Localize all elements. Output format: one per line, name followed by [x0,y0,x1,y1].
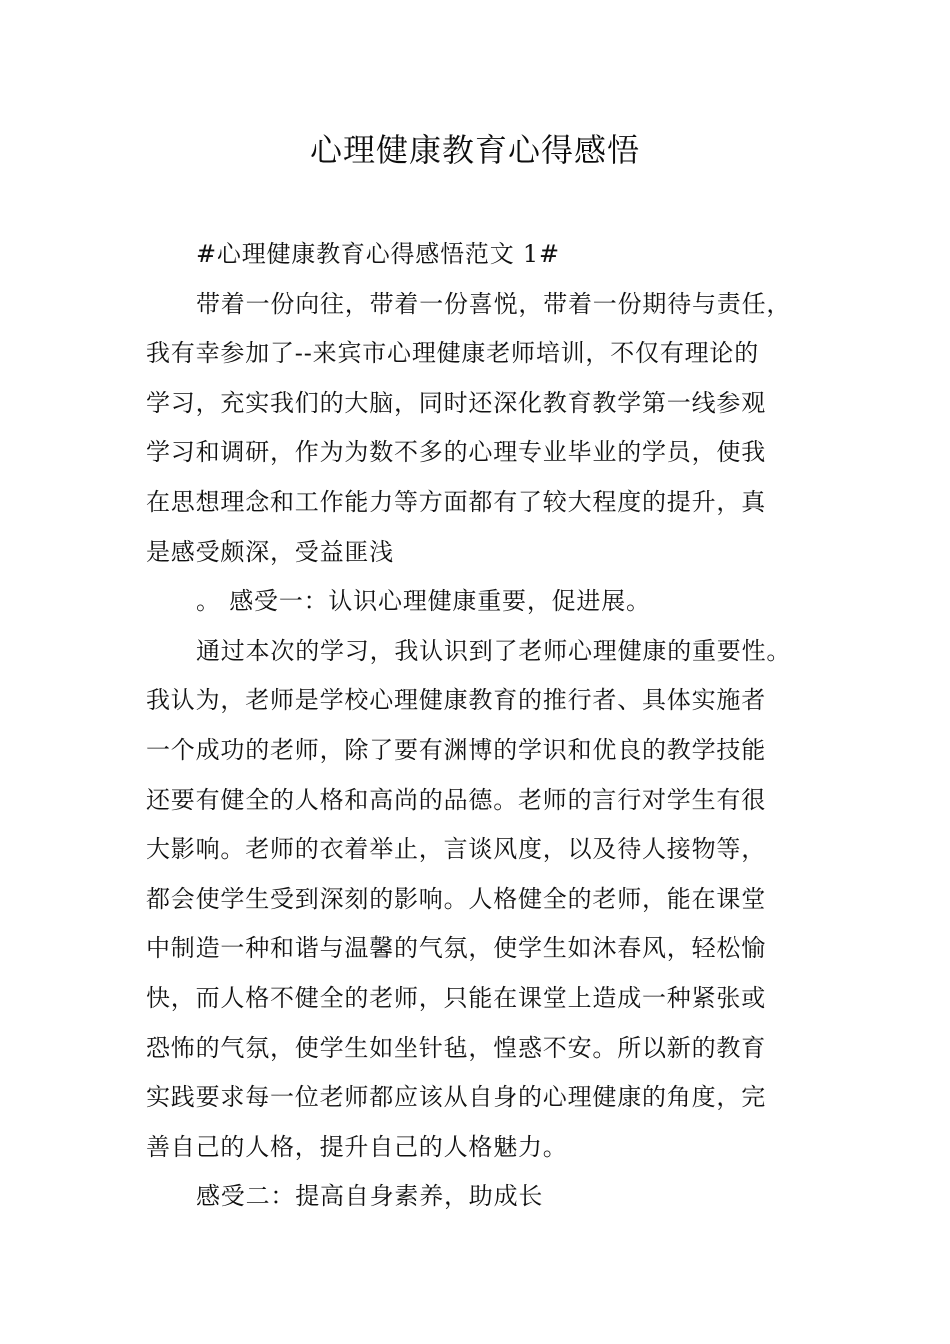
paragraph-line: 善自己的人格，提升自己的人格魅力。 [146,1132,568,1161]
paragraph-line: 通过本次的学习，我认识到了老师心理健康的重要性。 [196,636,792,665]
paragraph-line: 中制造一种和谐与温馨的气氛，使学生如沐春风，轻松愉 [146,934,766,963]
paragraph-line: 带着一份向往，带着一份喜悦，带着一份期待与责任， [196,289,792,318]
paragraph-line: 我有幸参加了--来宾市心理健康老师培训，不仅有理论的 [146,339,760,368]
paragraph-line: 还要有健全的人格和高尚的品德。老师的言行对学生有很 [146,785,766,814]
paragraph-line: 都会使学生受到深刻的影响。人格健全的老师，能在课堂 [146,884,766,913]
document-title: 心理健康教育心得感悟 [309,131,640,169]
section-heading: #心理健康教育心得感悟范文 1# [196,240,560,268]
paragraph-line: 是感受颇深，受益匪浅 [146,537,394,566]
paragraph-line: 学习和调研，作为为数不多的心理专业毕业的学员，使我 [146,438,766,467]
paragraph-line: 大影响。老师的衣着举止，言谈风度，以及待人接物等， [146,835,766,864]
subheading-line: 感受二：提高自身素养，助成长 [196,1182,544,1211]
paragraph-line: 恐怖的气氛，使学生如坐针毡，惶惑不安。所以新的教育 [146,1033,766,1062]
paragraph-line: 一个成功的老师，除了要有渊博的学识和优良的教学技能 [146,735,766,764]
subheading-line: 。 感受一：认识心理健康重要，促进展。 [196,587,651,616]
paragraph-line: 我认为，老师是学校心理健康教育的推行者、具体实施者 [146,686,766,715]
paragraph-line: 在思想理念和工作能力等方面都有了较大程度的提升，真 [146,487,766,516]
paragraph-line: 学习，充实我们的大脑，同时还深化教育教学第一线参观 [146,388,766,417]
paragraph-line: 实践要求每一位老师都应该从自身的心理健康的角度，完 [146,1083,766,1112]
paragraph-line: 快，而人格不健全的老师，只能在课堂上造成一种紧张或 [146,983,766,1012]
document-body [146,230,836,1222]
